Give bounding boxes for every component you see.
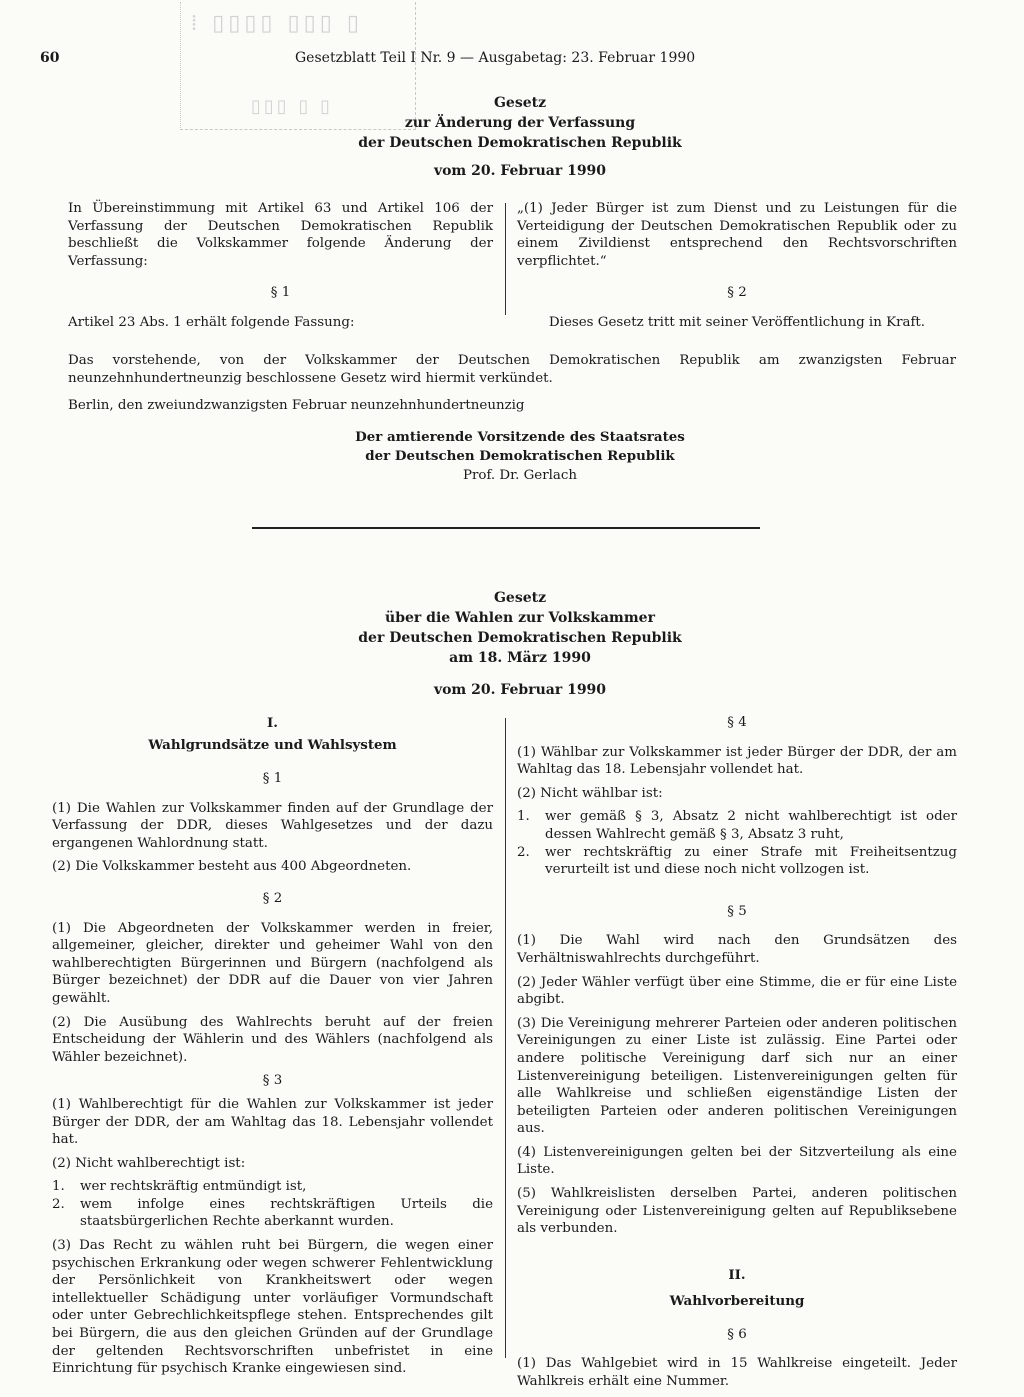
signature-name: Prof. Dr. Gerlach <box>462 468 578 483</box>
list-item-number: 1. <box>517 809 530 825</box>
column-divider <box>505 718 506 1358</box>
s6-heading: § 6 <box>727 1326 747 1342</box>
s5-paragraph: (5) Wahlkreislisten derselben Partei, anderen politischen Vereinigung oder Listenvereinigung gelten auf Republiksebene als verbunden. <box>517 1186 957 1237</box>
law1-left-column <box>68 200 493 338</box>
s5-paragraph: (4) Listenvereinigungen gelten bei der Sitzverteilung als eine Liste. <box>517 1144 957 1178</box>
s2-heading: § 2 <box>262 890 283 906</box>
signature-title-line: der Deutschen Demokratischen Republik <box>365 448 675 464</box>
signature-block <box>300 428 740 485</box>
law2-title-line: Gesetz <box>493 590 547 606</box>
list-item-text: wer rechtskräftig zu einer Strafe mit Freiheitsentzug verurteilt ist und diese noch nicht vollzogen ist. <box>545 844 957 878</box>
s5-paragraph: (2) Jeder Wähler verfügt über eine Stimme, die er für eine Liste abgibt. <box>517 974 957 1008</box>
law2-date: vom 20. Februar 1990 <box>433 682 607 698</box>
law1-right-column <box>517 200 957 338</box>
law1-s1-heading: § 1 <box>270 285 291 301</box>
s1-heading: § 1 <box>262 771 283 786</box>
s3-paragraph: (3) Das Recht zu wählen ruht bei Bürgern, die wegen einer psychischen Erkrankung oder wegen schwerer Fehlentwicklung der Persönlichkeit von Krankheitswert oder wegen intellektueller Schädigung unter vorläufiger Vormundschaft oder unter Gebrechlichkeitspflege stehen. Entsprechendes gilt bei Bürgern, die aus den gleichen Gründen auf der Grundlage der geltenden Rechtsvorschriften unbefristet in eine Einrichtung für psychisch Kranke eingewiesen sind. <box>52 1238 493 1377</box>
s5-paragraph: (1) Die Wahl wird nach den Grundsätzen des Verhältniswahlrechts durchgeführt. <box>517 933 957 966</box>
part-number: II. <box>728 1266 746 1283</box>
s2-paragraph: (1) Die Abgeordneten der Volkskammer werden in freier, allgemeiner, gleicher, direkter und geheimer Wahl von den wahlberechtigten Bürgerinnen und Bürgern (nachfolgend als Bürger bezeichnet) der DDR auf die Dauer von vier Jahren gewählt. <box>52 920 493 1006</box>
s3-list <box>52 1178 493 1231</box>
list-item-number: 1. <box>52 1179 65 1195</box>
law1-intro: In Übereinstimmung mit Artikel 63 und Artikel 106 der Verfassung der Deutschen Demokratischen Republik beschließt die Volkskammer folgende Änderung der Verfassung: <box>68 201 493 269</box>
promulgation-text: Das vorstehende, von der Volkskammer der Deutschen Demokratischen Republik am zwanzigsten Februar neunzehnhundertneunzig beschlossene Gesetz wird hiermit verkündet. <box>68 353 956 386</box>
s4-heading: § 4 <box>727 715 747 730</box>
law1-s2-heading: § 2 <box>727 285 747 301</box>
place-date: Berlin, den zweiundzwanzigsten Februar neunzehnhundertneunzig <box>68 398 525 414</box>
s3-paragraph: (1) Wahlberechtigt für die Wahlen zur Volkskammer ist jeder Bürger der DDR, der am Wahltag das 18. Lebensjahr vollendet hat. <box>52 1096 493 1148</box>
s6-paragraph: (1) Das Wahlgebiet wird in 15 Wahlkreise eingeteilt. Jeder Wahlkreis erhält eine Nummer. <box>517 1356 957 1390</box>
list-item-number: 2. <box>52 1196 65 1212</box>
list-item-number: 2. <box>517 844 530 860</box>
law1-quote: „(1) Jeder Bürger ist zum Dienst und zu Leistungen für die Verteidigung der Deutschen Demokratischen Republik oder zu einem Zivildienst entsprechend den Rechtsvorschriften verpflichtet.“ <box>517 201 957 269</box>
list-item-text: wem infolge eines rechtskräftigen Urteils die staatsbürgerlichen Rechte aberkannt wurden. <box>80 1196 493 1230</box>
law1-title <box>300 93 740 181</box>
law1-date: vom 20. Februar 1990 <box>433 163 607 179</box>
s4-paragraph: (1) Wählbar zur Volkskammer ist jeder Bürger der DDR, der am Wahltag das 18. Lebensjahr vollendet hat. <box>517 744 957 778</box>
list-item-text: wer gemäß § 3, Absatz 2 nicht wahlberechtigt ist oder dessen Wahlrecht gemäß § 3, Absatz 3 ruht, <box>545 809 957 842</box>
law1-s2-text: Dieses Gesetz tritt mit seiner Veröffentlichung in Kraft. <box>548 314 926 330</box>
column-divider <box>505 203 506 315</box>
s5-heading: § 5 <box>727 903 747 919</box>
s3-paragraph: (2) Nicht wahlberechtigt ist: <box>52 1155 246 1171</box>
s3-heading: § 3 <box>262 1073 283 1089</box>
law1-title-line: der Deutschen Demokratischen Republik <box>358 135 682 151</box>
list-item <box>517 808 957 843</box>
list-item <box>517 844 957 879</box>
s2-paragraph: (2) Die Ausübung des Wahlrechts beruht auf der freien Entscheidung der Wählerin und des Wählers (nachfolgend als Wähler bezeichnet). <box>52 1014 493 1065</box>
signature-title-line: Der amtierende Vorsitzende des Staatsrates <box>355 429 685 445</box>
law2-title <box>280 588 760 700</box>
law2-right-column <box>517 712 957 1397</box>
section-separator <box>252 527 760 529</box>
law2-title-line: über die Wahlen zur Volkskammer <box>385 610 655 626</box>
s4-paragraph: (2) Nicht wählbar ist: <box>517 785 663 801</box>
running-title: Gesetzblatt Teil I Nr. 9 — Ausgabetag: 23. Februar 1990 <box>295 50 696 66</box>
part-number: I. <box>267 715 278 731</box>
s1-paragraph: (1) Die Wahlen zur Volkskammer finden auf der Grundlage der Verfassung der DDR, dieses Wahlgesetzes und der dazu ergangenen Wahlordnung statt. <box>52 800 493 851</box>
faded-archive-stamp: ⁞ ▯▯▯▯ ▯▯▯ ▯ ▯▯▯ ▯ ▯ <box>180 2 416 130</box>
part-title: Wahlvorbereitung <box>669 1292 805 1309</box>
list-item <box>52 1196 493 1231</box>
s4-list <box>517 808 957 878</box>
law2-title-line: am 18. März 1990 <box>449 650 591 666</box>
list-item <box>52 1178 493 1196</box>
law1-promulgation <box>68 352 956 421</box>
law1-title-line: zur Änderung der Verfassung <box>404 115 636 131</box>
list-item-text: wer rechtskräftig entmündigt ist, <box>80 1179 307 1195</box>
part-title: Wahlgrundsätze und Wahlsystem <box>148 737 397 753</box>
s5-paragraph: (3) Die Vereinigung mehrerer Parteien oder anderen politischen Vereinigungen zu einer Liste ist zulässig. Eine Partei oder andere politische Vereinigung darf sich nur an einer Listenvereinigung beteiligen. Listenvereinigungen gelten für alle Wahlkreise und schließen eigenständige Listen der beteiligten Parteien oder anderen politischen Vereinigungen aus. <box>517 1015 957 1137</box>
law1-s1-text: Artikel 23 Abs. 1 erhält folgende Fassung: <box>68 314 355 330</box>
page-number: 60 <box>40 50 60 66</box>
s1-paragraph: (2) Die Volkskammer besteht aus 400 Abgeordneten. <box>52 859 412 875</box>
law2-title-line: der Deutschen Demokratischen Republik <box>358 630 682 646</box>
law1-title-line: Gesetz <box>493 95 547 111</box>
law2-left-column <box>52 712 493 1384</box>
